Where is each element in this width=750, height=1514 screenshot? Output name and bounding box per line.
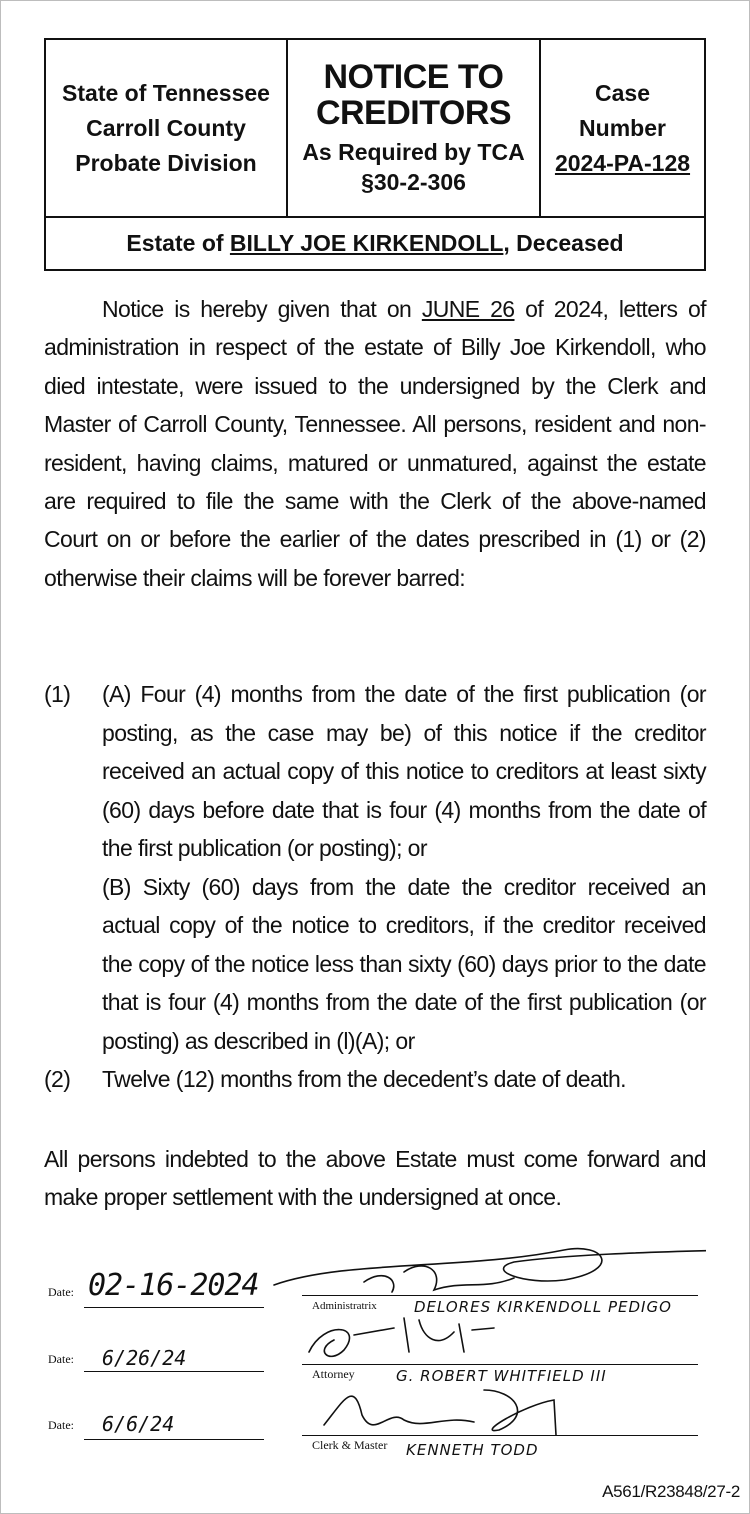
date-line bbox=[84, 1371, 264, 1372]
role-label: Attorney bbox=[312, 1367, 355, 1381]
settlement-paragraph: All persons indebted to the above Estate must come forward and make proper settlement with the undersigned at once. bbox=[44, 1146, 706, 1211]
case-label-line1: Case bbox=[595, 79, 650, 106]
list-item bbox=[44, 1060, 706, 1099]
signature-line bbox=[302, 1364, 698, 1365]
state-line: State of Tennessee bbox=[62, 79, 270, 106]
notice-header bbox=[44, 38, 706, 271]
header-row bbox=[46, 40, 704, 218]
date-label: Date: bbox=[48, 1285, 74, 1299]
clause-a: (A) Four (4) months from the date of the first publication (or posting, as the case may be) of this notice if the creditor received an actual copy of this notice to creditors at least sixty (60) days before date that is four (4) months from the date of the first publication (or posting); or bbox=[102, 681, 706, 861]
notice-title-line2: CREDITORS bbox=[315, 94, 512, 132]
printed-name: DELORES KIRKENDOLL PEDIGO bbox=[414, 1298, 672, 1316]
printed-name: KENNETH TODD bbox=[406, 1441, 539, 1459]
signature-block bbox=[44, 1240, 706, 1470]
list-item-text bbox=[102, 675, 706, 1060]
ad-reference-number: A561/R23848/27-2 bbox=[602, 1482, 740, 1501]
notice-title-cell bbox=[288, 40, 541, 216]
handwritten-date: 02-16-2024 bbox=[88, 1268, 259, 1303]
paragraph-body: of 2024, letters of administration in respect of the estate of Billy Joe Kirkendoll, who died intestate, were issued to the undersigned by the Clerk and Master of Carroll County, Tennessee. All persons, resident and non-resident, having claims, matured or unmatured, against the estate are required to file the same with the Clerk of the above-named Court on or before the earlier of the dates prescribed in (1) or (2) otherwise their claims will be forever barred: bbox=[44, 296, 706, 591]
clause-b: (B) Sixty (60) days from the date the creditor received an actual copy of the notice to creditors, if the creditor received the copy of the notice less than sixty (60) days prior to the date that is four (4) months from the date of the first publication (or posting) as described in (l)(A); or bbox=[102, 873, 706, 1054]
date-label: Date: bbox=[48, 1352, 74, 1366]
county-line: Carroll County bbox=[86, 114, 246, 141]
notice-title-line1: NOTICE TO bbox=[323, 58, 504, 96]
estate-prefix: Estate of bbox=[126, 230, 230, 256]
division-line: Probate Division bbox=[75, 149, 257, 176]
handwritten-date: 6/26/24 bbox=[102, 1346, 187, 1370]
list-item bbox=[44, 675, 706, 1060]
handwritten-date: 6/6/24 bbox=[102, 1412, 175, 1436]
date-line bbox=[84, 1439, 264, 1440]
paragraph-intro: Notice is hereby given that on bbox=[102, 296, 422, 322]
list-item-number: (1) bbox=[44, 681, 71, 707]
case-label-line2: Number bbox=[579, 114, 666, 141]
date-label: Date: bbox=[48, 1418, 74, 1432]
printed-name: G. ROBERT WHITFIELD III bbox=[396, 1367, 607, 1385]
list-item-number: (2) bbox=[44, 1066, 71, 1092]
statute-line1: As Required by TCA bbox=[302, 139, 525, 165]
estate-suffix: , Deceased bbox=[503, 230, 624, 256]
case-number-cell bbox=[541, 40, 704, 216]
case-number: 2024-PA-128 bbox=[554, 149, 691, 176]
date-line bbox=[84, 1307, 264, 1308]
signature-line bbox=[302, 1435, 698, 1436]
issue-date: JUNE 26 bbox=[421, 296, 515, 322]
claim-deadlines-list bbox=[44, 675, 706, 1099]
statute-line2: §30-2-306 bbox=[361, 169, 466, 195]
role-label: Clerk & Master bbox=[312, 1438, 388, 1452]
court-info bbox=[46, 40, 288, 216]
decedent-name: BILLY JOE KIRKENDOLL bbox=[229, 230, 504, 256]
notice-paragraph bbox=[44, 290, 706, 597]
list-item-text: Twelve (12) months from the decedent’s date of death. bbox=[102, 1066, 626, 1092]
role-label: Administratrix bbox=[312, 1300, 377, 1312]
signature-line bbox=[302, 1295, 698, 1296]
estate-line bbox=[46, 218, 704, 269]
